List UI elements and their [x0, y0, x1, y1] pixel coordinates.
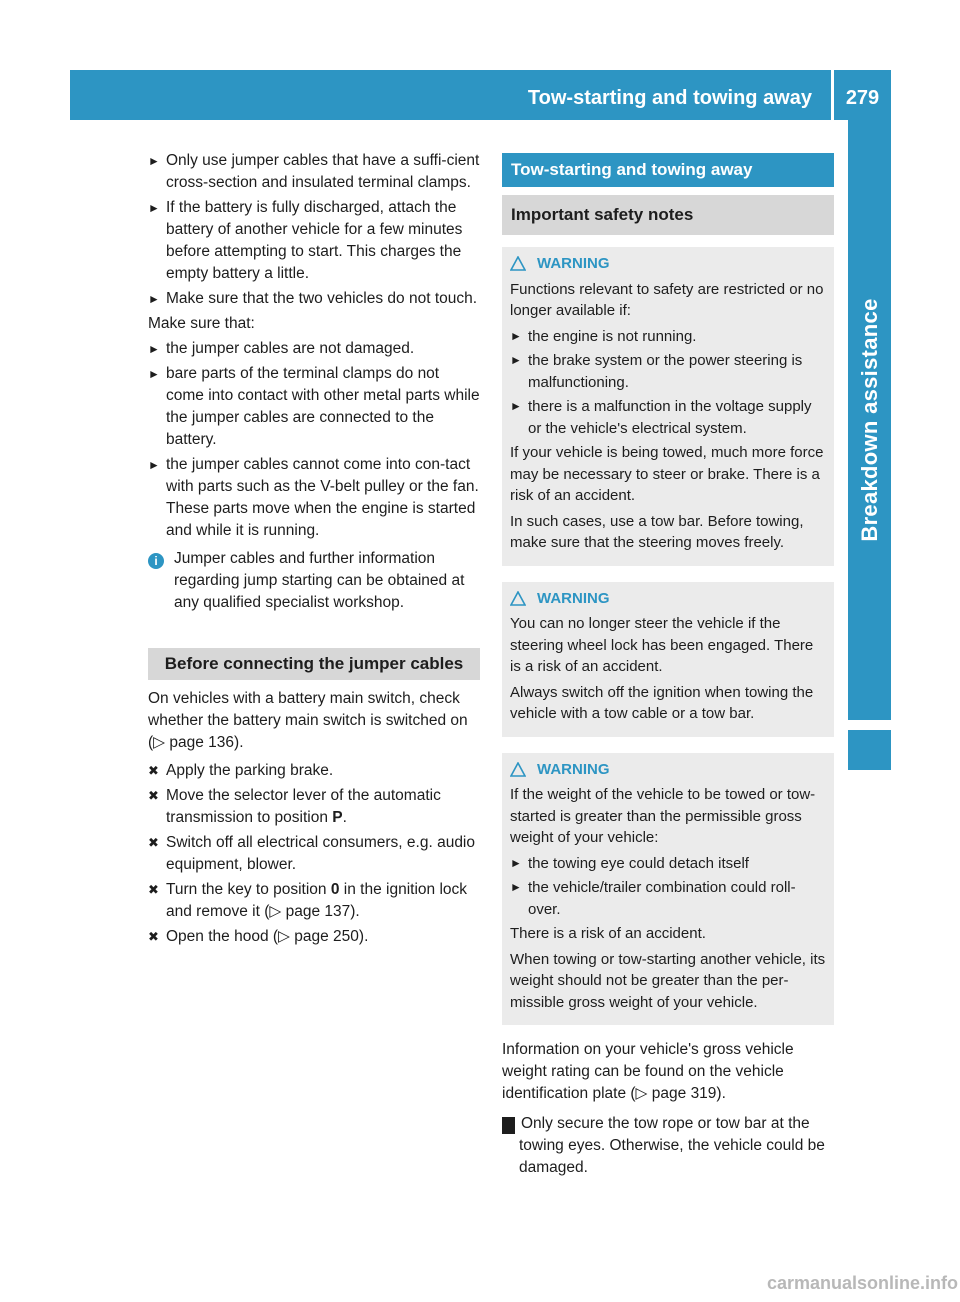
left-column	[148, 150, 480, 951]
side-tab	[848, 120, 891, 720]
warning-box: WARNING If the weight of the vehicle to be towed or tow-started is greater than the permissible gross weight of your vehicle: ► the towing eye could detach itself ► the vehicle/trailer combination could roll-over. There is a risk of an accident. When towing or tow-starting another vehicle, its weight should not be greater than the per-missible gross weight of your vehicle.	[502, 753, 834, 1026]
step-item: ✖ Move the selector lever of the automatic transmission to position P.	[148, 785, 480, 829]
bullet-icon: ►	[148, 201, 160, 215]
section-intro: On vehicles with a battery main switch, check whether the battery main switch is switched on (▷ page 136).	[148, 690, 468, 751]
caution-icon: !	[502, 1117, 515, 1134]
warning-label: WARNING	[537, 760, 610, 778]
make-sure-label: Make sure that:	[148, 315, 255, 332]
list-item: ► the towing eye could detach itself	[510, 853, 826, 875]
subsection-heading: Important safety notes	[502, 195, 834, 235]
bullet-icon: ►	[510, 399, 522, 413]
warning-box: WARNING Functions relevant to safety are restricted or no longer available if: ► the engine is not running. ► the brake system or the power steering is malfunctioning. ► there is a malfunction in the voltage supply or the vehicle's electrical system. If your vehicle is being towed, much more force may be necessary to steer or brake. There is a risk of an accident. In such cases, use a tow bar. Before towing, make sure that the steering moves freely.	[502, 247, 834, 566]
list-item: ► the vehicle/trailer combination could roll-over.	[510, 877, 826, 920]
step-item: ✖ Open the hood (▷ page 250).	[148, 926, 480, 948]
step-item: ✖ Apply the parking brake.	[148, 760, 480, 782]
bullet-icon: ►	[510, 880, 522, 894]
bullet-icon: ►	[148, 292, 160, 306]
list-item: ► If the battery is fully discharged, attach the battery of another vehicle for a few minutes before attempting to start. This charges the empty battery a little.	[148, 197, 480, 285]
caution-note: ! Only secure the tow rope or tow bar at the towing eyes. Otherwise, the vehicle could be damaged.	[497, 1115, 825, 1176]
list-item: ► the jumper cables are not damaged.	[148, 338, 480, 360]
bullet-icon: ►	[148, 154, 160, 168]
info-note: i Jumper cables and further information regarding jump starting can be obtained at any qualified specialist workshop.	[148, 548, 480, 614]
step-arrow-icon: ✖	[148, 788, 159, 803]
bullet-icon: ►	[148, 367, 160, 381]
bullet-icon: ►	[510, 328, 522, 343]
list-item: ► the jumper cables cannot come into con-tact with parts such as the V-belt pulley or the fan. These parts move when the engine is started and while it is running.	[148, 454, 480, 542]
warning-label: WARNING	[537, 589, 610, 607]
warning-triangle-icon	[510, 591, 526, 606]
info-icon: i	[148, 553, 164, 569]
footer-watermark: carmanualsonline.info	[766, 1273, 958, 1293]
list-item: ► Make sure that the two vehicles do not touch.	[148, 288, 480, 310]
list-item: ► the engine is not running.	[510, 326, 826, 348]
step-arrow-icon: ✖	[148, 835, 159, 850]
bullet-icon: ►	[148, 342, 160, 356]
list-item: ► bare parts of the terminal clamps do not come into contact with other metal parts while the jumper cables are connected to the battery.	[148, 363, 480, 451]
step-arrow-icon: ✖	[148, 882, 159, 897]
list-item: ► there is a malfunction in the voltage supply or the vehicle's electrical system.	[510, 396, 826, 439]
side-tab-marker	[848, 730, 891, 770]
list-item: ► the brake system or the power steering is malfunctioning.	[510, 350, 826, 393]
step-arrow-icon: ✖	[148, 929, 159, 944]
step-item: ✖ Turn the key to position 0 in the ignition lock and remove it (▷ page 137).	[148, 879, 480, 923]
warning-box: WARNING You can no longer steer the vehicle if the steering wheel lock has been engaged. There is a risk of an accident. Always switch off the ignition when towing the vehicle with a tow cable or a tow bar.	[502, 582, 834, 737]
step-item: ✖ Switch off all electrical consumers, e.g. audio equipment, blower.	[148, 832, 480, 876]
bullet-icon: ►	[510, 353, 522, 367]
warning-triangle-icon	[510, 256, 526, 271]
warning-label: WARNING	[537, 255, 610, 272]
bullet-icon: ►	[510, 855, 522, 870]
bullet-icon: ►	[148, 458, 160, 472]
info-paragraph: Information on your vehicle's gross vehicle weight rating can be found on the vehicle identification plate (▷ page 319).	[502, 1041, 794, 1102]
page-header-title: Tow-starting and towing away	[527, 87, 812, 109]
step-arrow-icon: ✖	[148, 763, 159, 778]
list-item: ► Only use jumper cables that have a suffi-cient cross-section and insulated terminal clamps.	[148, 150, 480, 194]
section-heading: Before connecting the jumper cables	[148, 648, 480, 680]
chapter-heading: Tow-starting and towing away	[502, 153, 834, 187]
warning-triangle-icon	[510, 762, 526, 777]
right-column	[497, 153, 834, 1182]
side-tab-label: Breakdown assistance	[856, 298, 882, 542]
page-number: 279	[845, 87, 880, 109]
